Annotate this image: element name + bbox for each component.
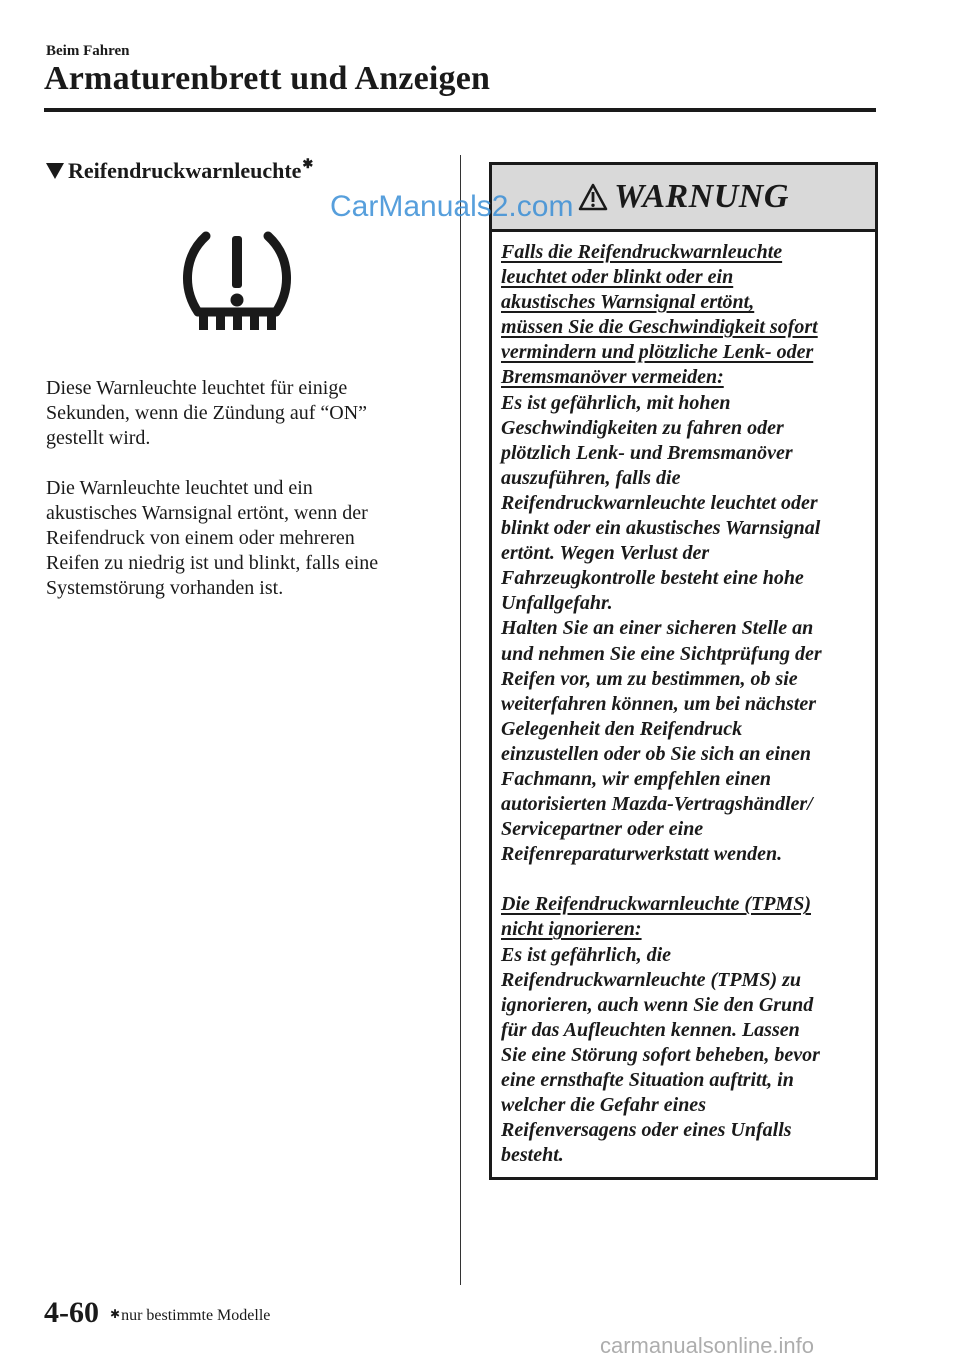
warning-body: Falls die Reifendruckwarnleuchte leuchtet oder blinkt oder ein akustisches Warnsignal ertönt, müssen Sie die Geschwindigkeit sofort vermindern und plötzliche Lenk- oder Bremsmanöver vermeiden: Es ist gefährlich, mit hohen Geschwindigkeiten zu fahren oder plötzlich Lenk- und Bremsmanöver auszuführen, falls die Reifendruckwarnleuchte leuchtet oder blinkt oder ein akustisches Warnsignal ertönt. Wegen Verlust der Fahrzeugkontrolle besteht eine hohe Unfallgefahr. Halten Sie an einer sicheren Stelle an und nehmen Sie eine Sichtprüfung der Reifen vor, um zu bestimmen, ob sie weiterfahren können, um bei nächster Gelegenheit den Reifendruck einzustellen oder ob Sie sich an einen Fachmann, wir empfehlen einen autorisierten Mazda-Vertragshändler/ Servicepartner oder eine Reifenreparaturwerkstatt wenden. Die Reifendruckwarnleuchte (TPMS) nicht ignorieren: Es ist gefährlich, die Reifendruckwarnleuchte (TPMS) zu ignorieren, auch wenn Sie den Grund für das Aufleuchten kennen. Lassen Sie eine Störung sofort beheben, bevor eine ernsthafte Situation auftritt, in welcher die Gefahr eines Reifenversagens oder eines Unfalls besteht. [492, 232, 875, 1168]
paragraph-gap [501, 867, 875, 892]
column-divider [460, 155, 461, 1285]
header-rule [44, 108, 876, 112]
section-kicker: Beim Fahren [46, 43, 130, 59]
section-triangle-icon [46, 163, 64, 179]
warning-triangle-icon [578, 183, 608, 211]
footnote-star-icon: ✱ [110, 1307, 121, 1321]
paragraph-2: Die Warnleuchte leuchtet und ein akustisches Warnsignal ertönt, wenn der Reifendruck von einem oder mehreren Reifen zu niedrig ist und blinkt, falls eine Systemstörung vorhanden ist. [46, 477, 379, 599]
model-star-icon: ✱ [302, 156, 314, 171]
warning-title: WARNUNG [614, 178, 789, 215]
warning-box [489, 162, 878, 1180]
tpms-warning-icon [178, 228, 296, 338]
section-title [46, 158, 313, 184]
footnote-text: nur bestimmte Modelle [121, 1307, 271, 1324]
footnote [110, 1307, 270, 1325]
paragraph-1: Diese Warnleuchte leuchtet für einige Sekunden, wenn die Zündung auf “ON” gestellt wird. [46, 377, 368, 449]
site-watermark[interactable]: carmanualsonline.info [600, 1333, 815, 1358]
section-title-text: Reifendruckwarnleuchte [68, 158, 302, 183]
page-number: 4-60 [44, 1296, 99, 1329]
watermark-link[interactable]: CarManuals2.com [330, 190, 574, 223]
chapter-title: Armaturenbrett und Anzeigen [44, 60, 491, 97]
